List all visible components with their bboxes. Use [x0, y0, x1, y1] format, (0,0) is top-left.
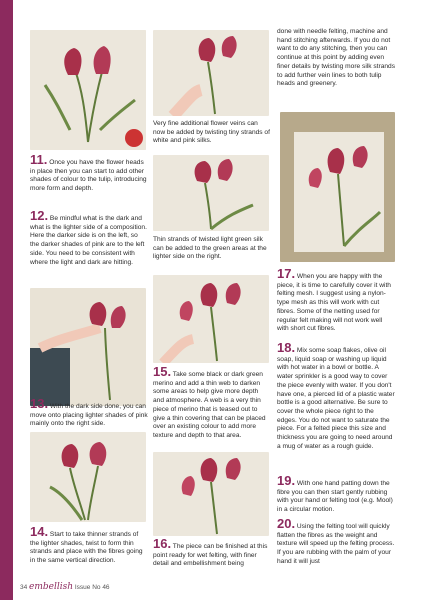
photo-step-14: [30, 432, 146, 522]
photo-step-16: [153, 452, 269, 536]
step-18: 18. Mix some soap flakes, olive oil soap, liquid soap or washing up liquid with hot water in a bowl or bottle. A water sprinkler is a good way to cover the piece evenly with water. If you don't have one, a pierced lid of a plastic water bottle is a good alternative. Be sure to cover the whole piece right to the edges. You do not want to saturate the piece. For a felted piece this size and thickness you are going to need around a mug of water as a rough guide.: [277, 340, 395, 450]
photo-green-silk: [153, 155, 269, 231]
photo-step-13: [30, 288, 146, 406]
page-edge-bar: [0, 0, 13, 600]
photo-step-11: [30, 30, 146, 150]
photo-step-15: [153, 275, 269, 363]
step-16: 16. The piece can be finished at this point ready for wet felting, with finer detail and embellishment being: [153, 536, 268, 568]
issue-label: Issue No 46: [74, 584, 110, 591]
step-11: 11. Once you have the flower heads in place then you can start to add other shades of colour to the tulip, introducing more form and depth.: [30, 152, 147, 193]
photo-finished-piece: [280, 112, 395, 262]
page-number: 34: [20, 584, 28, 591]
caption-silk-veins: Very fine additional flower veins can now be added by twisting tiny strands of white and pink silks.: [153, 120, 270, 145]
caption-green-silk: Thin strands of twisted light green silk can be added to the green areas at the lighter side on the right.: [153, 236, 267, 261]
brand-logo: embellish: [29, 582, 74, 592]
step-14: 14. Start to take thinner strands of the lighter shades, twist to form thin strands and place with the fibres going in the same vertical direction.: [30, 524, 143, 565]
step-15: 15. Take some black or dark green merino and add a thin web to darken some areas to help give more depth and atmosphere. A web is a very thin piece of merino that is teased out to give a thin covering that can be placed over an existing colour to add more texture and depth to that area.: [153, 364, 266, 439]
continued-text: done with needle felting, machine and hand stitching afterwards. If you do not want to do any stitching, then you can continue at this point by adding even finer details by twisting more silk strands to add further vein lines to both tulip heads and greenery.: [277, 28, 395, 88]
step-12: 12. Be mindful what is the dark and what is the lighter side of a composition. Here the darker side is on the left, so the darker shades of pink are to the left side. You need to be consistent with where the light and dark are hitting.: [30, 208, 147, 266]
photo-silk-veins: [153, 30, 269, 116]
step-13: 13. With the dark side done, you can move onto placing lighter shades of pink mainly onto the right side.: [30, 396, 148, 428]
step-17: 17. When you are happy with the piece, it is time to carefully cover it with felting mesh. I suggest using a nylon-type mesh as this will work with cut fibres. Some of the netting used for regular felt making will not work well with short cut fibres.: [277, 266, 391, 333]
step-19: 19. With one hand patting down the fibre you can then start gently rubbing with your hand or felting tool (e.g. Mool) in a circular motion.: [277, 473, 393, 514]
step-20: 20. Using the felting tool will quickly flatten the fibres as the weight and texture will speed up the felting process. If you are rubbing with the palm of your hand it will just: [277, 516, 395, 565]
page-footer: [20, 582, 110, 592]
